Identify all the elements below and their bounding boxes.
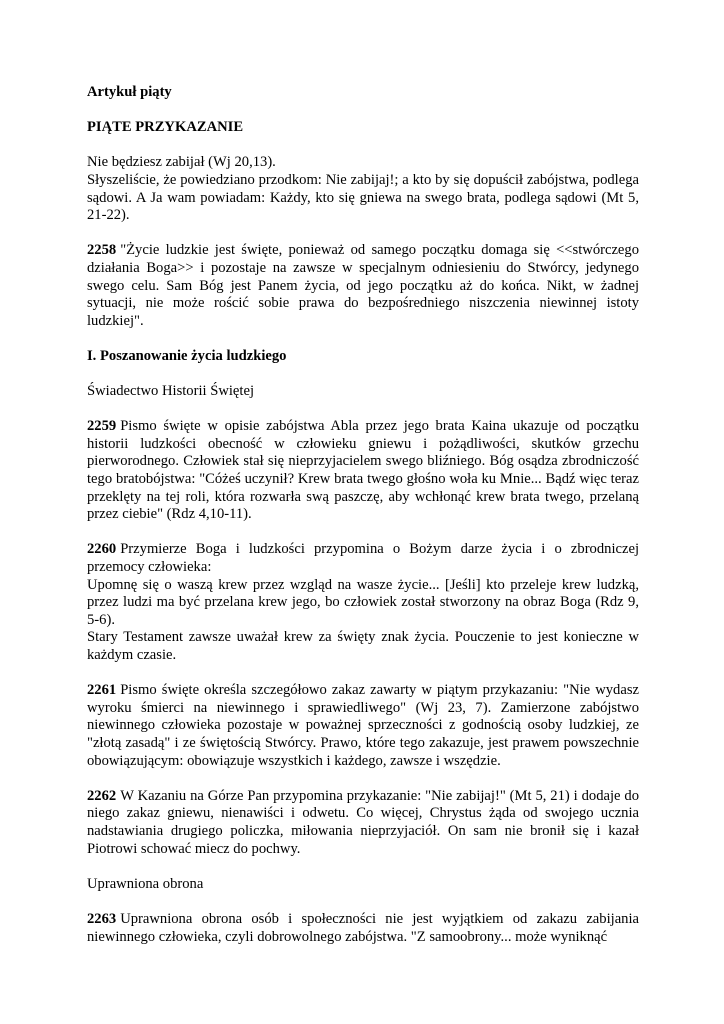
paragraph-2259: [87, 418, 639, 524]
paragraph-2261: [87, 682, 639, 770]
paragraph-2258: [87, 242, 639, 330]
paragraph-2260: [87, 541, 639, 664]
paragraph-quote: Upomnę się o waszą krew przez wzgląd na wasze życie... [Jeśli] kto przeleje krew ludzką, przez ludzi ma być przelana krew jego, bo człowiek został stworzony na obraz Boga (Rdz 9, 5-6).: [87, 576, 639, 628]
intro-line-1: Nie będziesz zabijał (Wj 20,13).: [87, 154, 276, 171]
paragraph-number: 2258: [87, 242, 117, 259]
paragraph-number: 2261: [87, 682, 117, 699]
paragraph-text: "Życie ludzkie jest święte, ponieważ od samego początku domaga się <<stwórczego działania Boga>> i pozostaje na zawsze w specjalnym odniesieniu do Stwórcy, jedynego swego celu. Sam Bóg jest Panem życia, od jego początku aż do końca. Nikt, w żadnej sytuacji, nie może rościć sobie prawa do bezpośredniego niszczenia niewinnej istoty ludzkiej".: [87, 242, 639, 329]
document-page: [87, 84, 639, 964]
paragraph-number: 2260: [87, 541, 117, 558]
paragraph-text: Pismo święte w opisie zabójstwa Abla przez jego brata Kaina ukazuje od początku historii ludzkości obecność w człowieku gniewu i pożądliwości, skutków grzechu pierworodnego. Człowiek stał się nieprzyjacielem swego bliźniego. Bóg osądza zbrodniczość tego bratobójstwa: "Cóżeś uczynił? Krew brata twego głośno woła ku Mnie... Bądź więc teraz przeklęty na tej roli, która rozwarła swą paszczę, aby wchłonąć krew brata twego, przelaną przez ciebie" (Rdz 4,10-11).: [87, 418, 639, 523]
paragraph-text: Pismo święte określa szczegółowo zakaz zawarty w piątym przykazaniu: "Nie wydasz wyroku śmierci na niewinnego i sprawiedliwego" (Wj 23, 7). Zamierzone zabójstwo niewinnego człowieka pozostaje w poważnej sprzeczności z godnością osoby ludzkiej, ze "złotą zasadą" i ze świętością Stwórcy. Prawo, które tego zakazuje, jest prawem powszechnie obowiązującym: obowiązuje wszystkich i każdego, zawsze i wszędzie.: [87, 682, 639, 769]
paragraph-text: W Kazaniu na Górze Pan przypomina przykazanie: "Nie zabijaj!" (Mt 5, 21) i dodaje do niego zakaz gniewu, nienawiści i odwetu. Co więcej, Chrystus żąda od swojego ucznia nadstawiania drugiego policzka, miłowania nieprzyjaciół. On sam nie bronił się i kazał Piotrowi schować miecz do pochwy.: [87, 787, 639, 857]
commandment-title: PIĄTE PRZYKAZANIE: [87, 119, 244, 136]
subsection-heading: Uprawniona obrona: [87, 875, 204, 892]
paragraph-2262: [87, 788, 639, 858]
paragraph-number: 2263: [87, 910, 117, 927]
paragraph-extra: Stary Testament zawsze uważał krew za święty znak życia. Pouczenie to jest konieczne w każdym czasie.: [87, 629, 639, 663]
intro-line-2: Słyszeliście, że powiedziano przodkom: Nie zabijaj!; a kto by się dopuścił zabójstwa, podlega sądowi. A Ja wam powiadam: Każdy, kto się gniewa na swego brata, podlega sądowi (Mt 5, 21-22).: [87, 171, 639, 224]
paragraph-text: Przymierze Boga i ludzkości przypomina o Bożym darze życia i o zbrodniczej przemocy człowieka:: [87, 541, 639, 576]
paragraph-2263: [87, 911, 639, 946]
paragraph-number: 2259: [87, 418, 117, 435]
article-title: Artykuł piąty: [87, 84, 172, 100]
paragraph-text: Uprawniona obrona osób i społeczności nie jest wyjątkiem od zakazu zabijania niewinnego człowieka, czyli dobrowolnego zabójstwa. "Z samoobrony... może wyniknąć: [87, 910, 639, 945]
subsection-heading: Świadectwo Historii Świętej: [87, 383, 254, 400]
paragraph-number: 2262: [87, 787, 117, 804]
intro-paragraph: [87, 154, 639, 224]
section-heading: I. Poszanowanie życia ludzkiego: [87, 347, 287, 364]
